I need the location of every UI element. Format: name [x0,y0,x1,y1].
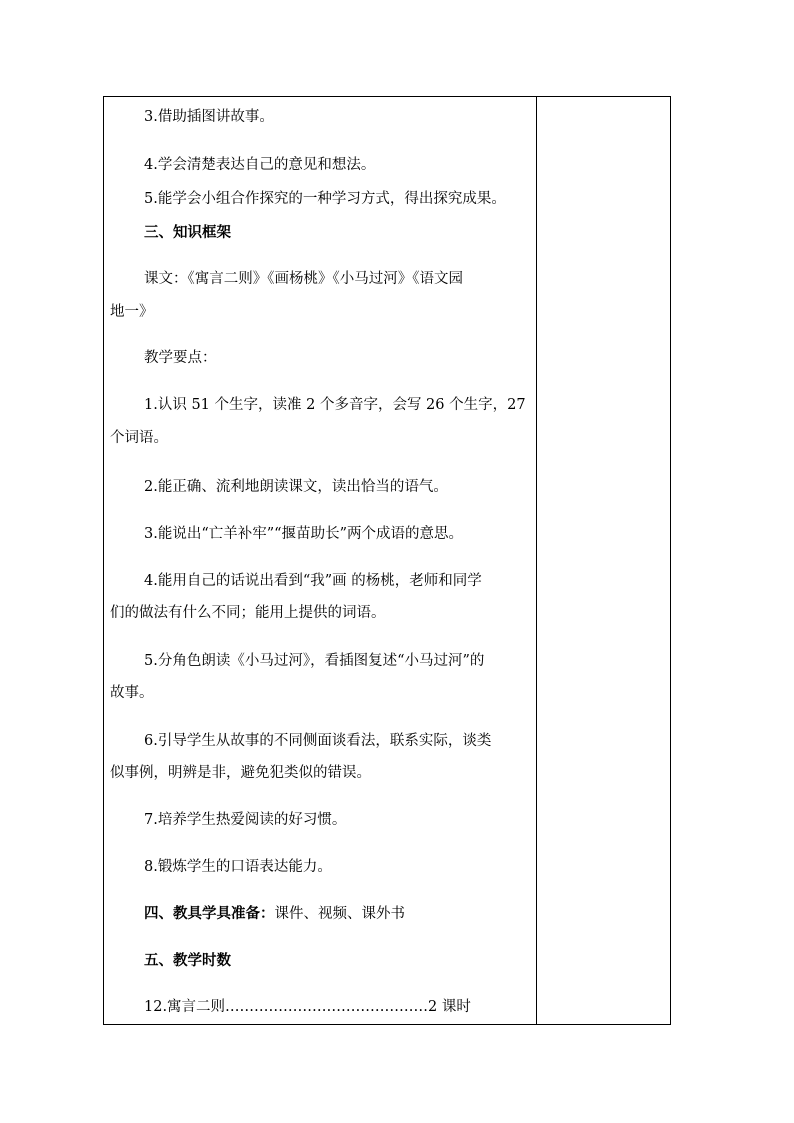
section-4-value: 课件、视频、课外书 [274,906,405,922]
objective-item-4: 4.学会清楚表达自己的意见和想法。 [144,157,376,173]
key-point-2: 2.能正确、流利地朗读课文，读出恰当的语气。 [144,479,448,495]
key-point-6-line-1: 6.引导学生从故事的不同侧面谈看法，联系实际，谈类 [144,733,492,749]
key-point-7: 7.培养学生热爱阅读的好习惯。 [144,812,347,828]
key-point-4-line-1: 4.能用自己的话说出看到“我”画 的杨桃，老师和同学 [144,573,482,589]
objective-item-5: 5.能学会小组合作探究的一种学习方式，得出探究成果。 [144,191,506,207]
key-point-4-line-2: 们的做法有什么不同；能用上提供的词语。 [110,605,386,621]
objective-item-3: 3.借助插图讲故事。 [144,109,274,125]
key-point-5-line-2: 故事。 [110,685,154,701]
key-point-6-line-2: 似事例，明辨是非，避免犯类似的错误。 [110,765,371,781]
texts-line-1: 课文：《寓言二则》《画杨桃》《小马过河》《语文园 [144,271,463,287]
section-4-title: 四、教具学具准备： [144,905,275,922]
column-divider [536,97,537,1024]
key-point-8: 8.锻炼学生的口语表达能力。 [144,859,332,875]
section-5-title: 五、教学时数 [144,952,231,969]
key-point-1-line-1: 1.认识 51 个生字，读准 2 个多音字，会写 26 个生字，27 [144,397,526,413]
key-point-3: 3.能说出“亡羊补牢”“揠苗助长”两个成语的意思。 [144,526,463,542]
key-point-1-line-2: 个词语。 [110,430,168,446]
schedule-line: 12.寓言二则……………………………………2 课时 [144,999,471,1015]
texts-line-2: 地一》 [110,304,154,320]
key-point-5-line-1: 5.分角色朗读《小马过河》，看插图复述“小马过河”的 [144,653,485,669]
section-4 [144,905,405,923]
section-3-title: 三、知识框架 [144,224,231,241]
key-points-label: 教学要点： [144,350,217,366]
lesson-plan-table [103,96,671,1025]
